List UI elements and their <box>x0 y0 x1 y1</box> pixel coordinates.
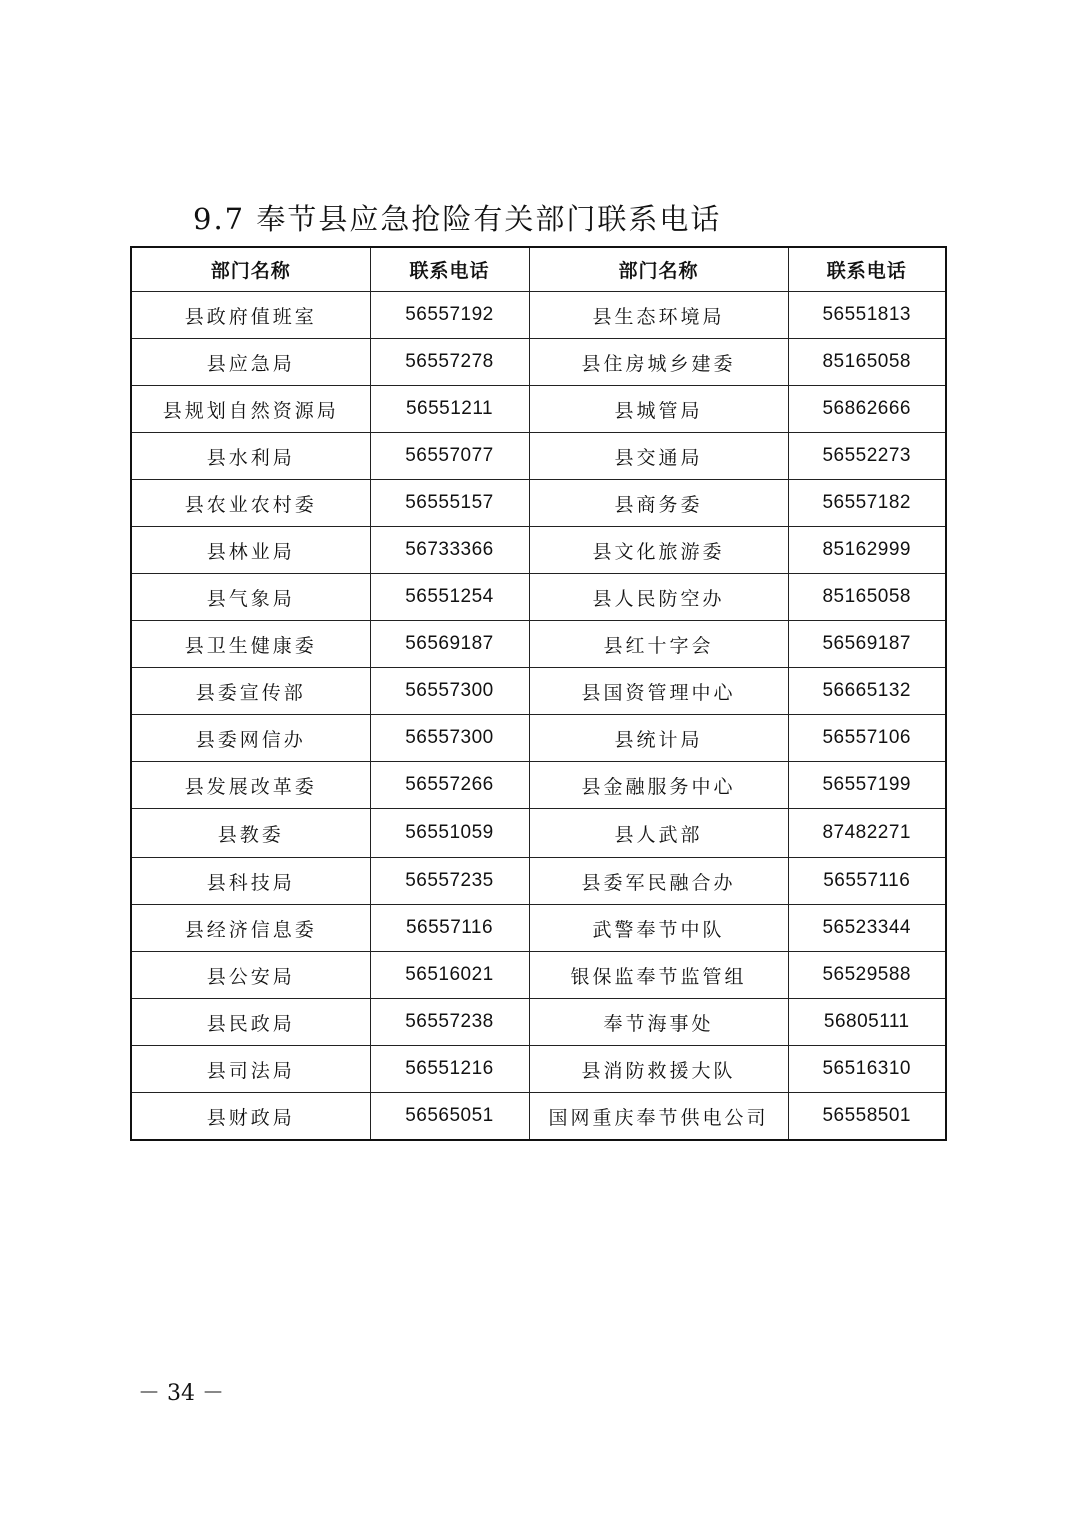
cell-department-left: 县气象局 <box>131 574 370 621</box>
cell-department-left: 县卫生健康委 <box>131 621 370 668</box>
table-header-row <box>131 247 946 292</box>
cell-department-right: 县交通局 <box>529 433 788 480</box>
cell-department-left: 县公安局 <box>131 952 370 999</box>
table-row <box>131 386 946 433</box>
table-row <box>131 715 946 762</box>
cell-phone-left: 56557300 <box>370 668 529 715</box>
cell-department-left: 县经济信息委 <box>131 905 370 952</box>
page-title: 9.7 奉节县应急抢险有关部门联系电话 <box>193 202 722 236</box>
cell-phone-right: 56665132 <box>788 668 946 715</box>
cell-phone-right: 56557116 <box>788 858 946 905</box>
cell-department-right: 县统计局 <box>529 715 788 762</box>
cell-phone-right: 85165058 <box>788 574 946 621</box>
table-row <box>131 952 946 999</box>
cell-phone-left: 56551211 <box>370 386 529 433</box>
cell-department-right: 县消防救援大队 <box>529 1046 788 1093</box>
table-row <box>131 574 946 621</box>
cell-phone-left: 56551059 <box>370 809 529 858</box>
cell-department-left: 县科技局 <box>131 858 370 905</box>
cell-phone-left: 56516021 <box>370 952 529 999</box>
cell-phone-right: 56551813 <box>788 292 946 339</box>
cell-department-right: 武警奉节中队 <box>529 905 788 952</box>
cell-phone-right: 56569187 <box>788 621 946 668</box>
cell-department-left: 县教委 <box>131 809 370 858</box>
cell-department-right: 县城管局 <box>529 386 788 433</box>
cell-phone-right: 56552273 <box>788 433 946 480</box>
cell-department-right: 银保监奉节监管组 <box>529 952 788 999</box>
cell-phone-right: 85165058 <box>788 339 946 386</box>
cell-department-left: 县水利局 <box>131 433 370 480</box>
cell-department-right: 县人民防空办 <box>529 574 788 621</box>
table-row <box>131 621 946 668</box>
page-number: － 34 － <box>138 1381 224 1406</box>
table-row <box>131 858 946 905</box>
table-row <box>131 1046 946 1093</box>
cell-phone-left: 56557192 <box>370 292 529 339</box>
cell-phone-right: 56557199 <box>788 762 946 809</box>
cell-department-left: 县民政局 <box>131 999 370 1046</box>
header-department-right: 部门名称 <box>529 247 788 292</box>
table-row <box>131 905 946 952</box>
header-phone-right: 联系电话 <box>788 247 946 292</box>
cell-department-right: 县住房城乡建委 <box>529 339 788 386</box>
table-row <box>131 292 946 339</box>
cell-phone-left: 56569187 <box>370 621 529 668</box>
cell-phone-right: 56557106 <box>788 715 946 762</box>
cell-phone-left: 56557300 <box>370 715 529 762</box>
table-body <box>131 292 946 1141</box>
header-phone-left: 联系电话 <box>370 247 529 292</box>
cell-department-right: 奉节海事处 <box>529 999 788 1046</box>
cell-department-right: 县生态环境局 <box>529 292 788 339</box>
table-row <box>131 668 946 715</box>
cell-phone-right: 56523344 <box>788 905 946 952</box>
cell-phone-right: 56529588 <box>788 952 946 999</box>
table-row <box>131 433 946 480</box>
cell-phone-left: 56733366 <box>370 527 529 574</box>
cell-department-right: 县金融服务中心 <box>529 762 788 809</box>
cell-phone-left: 56551216 <box>370 1046 529 1093</box>
cell-department-right: 县商务委 <box>529 480 788 527</box>
cell-phone-right: 56558501 <box>788 1093 946 1141</box>
cell-phone-right: 56862666 <box>788 386 946 433</box>
table-row <box>131 527 946 574</box>
cell-phone-left: 56565051 <box>370 1093 529 1141</box>
contacts-table <box>130 246 947 1141</box>
table-row <box>131 1093 946 1141</box>
cell-phone-right: 56805111 <box>788 999 946 1046</box>
cell-department-left: 县发展改革委 <box>131 762 370 809</box>
table-row <box>131 809 946 858</box>
cell-department-right: 国网重庆奉节供电公司 <box>529 1093 788 1141</box>
table-row <box>131 480 946 527</box>
cell-phone-left: 56557116 <box>370 905 529 952</box>
cell-department-right: 县红十字会 <box>529 621 788 668</box>
cell-phone-left: 56557235 <box>370 858 529 905</box>
cell-phone-left: 56557278 <box>370 339 529 386</box>
cell-phone-left: 56557077 <box>370 433 529 480</box>
cell-phone-left: 56557238 <box>370 999 529 1046</box>
cell-phone-right: 87482271 <box>788 809 946 858</box>
header-department-left: 部门名称 <box>131 247 370 292</box>
cell-department-left: 县应急局 <box>131 339 370 386</box>
cell-phone-left: 56551254 <box>370 574 529 621</box>
cell-department-right: 县委军民融合办 <box>529 858 788 905</box>
cell-department-left: 县委网信办 <box>131 715 370 762</box>
cell-department-left: 县政府值班室 <box>131 292 370 339</box>
cell-department-left: 县规划自然资源局 <box>131 386 370 433</box>
cell-phone-left: 56557266 <box>370 762 529 809</box>
cell-phone-left: 56555157 <box>370 480 529 527</box>
cell-department-left: 县林业局 <box>131 527 370 574</box>
cell-department-left: 县农业农村委 <box>131 480 370 527</box>
table-row <box>131 762 946 809</box>
table-row <box>131 339 946 386</box>
cell-department-right: 县人武部 <box>529 809 788 858</box>
cell-phone-right: 56557182 <box>788 480 946 527</box>
cell-phone-right: 56516310 <box>788 1046 946 1093</box>
table-row <box>131 999 946 1046</box>
cell-department-right: 县文化旅游委 <box>529 527 788 574</box>
cell-department-left: 县司法局 <box>131 1046 370 1093</box>
cell-department-left: 县委宣传部 <box>131 668 370 715</box>
cell-phone-right: 85162999 <box>788 527 946 574</box>
cell-department-left: 县财政局 <box>131 1093 370 1141</box>
cell-department-right: 县国资管理中心 <box>529 668 788 715</box>
